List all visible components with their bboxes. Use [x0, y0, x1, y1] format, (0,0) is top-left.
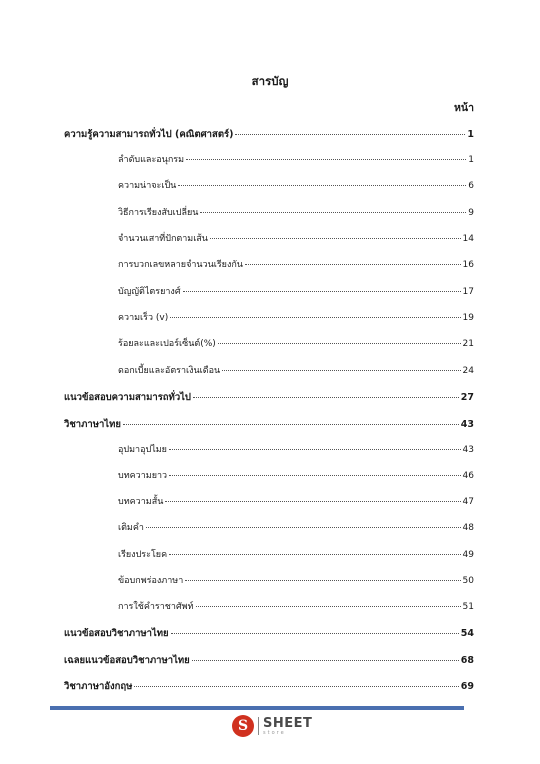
toc-dot-leader — [169, 553, 460, 555]
toc-subsection-row[interactable] — [118, 496, 474, 509]
toc-entry-label: ความรู้ความสามารถทั่วไป (คณิตศาสตร์) — [64, 129, 234, 140]
sheet-store-logo — [232, 715, 312, 737]
toc-subsection-row[interactable] — [118, 154, 474, 167]
toc-page-number: 17 — [462, 287, 474, 297]
toc-entry-label: อุปมาอุปไมย — [118, 445, 167, 455]
toc-dot-leader — [222, 369, 460, 371]
page-column-heading: หน้า — [454, 102, 474, 114]
toc-entry-label: ร้อยละและเปอร์เซ็นต์(%) — [118, 339, 216, 349]
toc-entry-label: บทความยาว — [118, 471, 168, 481]
toc-subsection-row[interactable] — [118, 470, 474, 483]
toc-subsection-row[interactable] — [118, 444, 474, 457]
toc-page-number: 14 — [462, 234, 474, 244]
toc-section-row[interactable] — [64, 654, 474, 667]
toc-entry-label: บทความสั้น — [118, 497, 164, 507]
toc-subsection-row[interactable] — [118, 575, 474, 588]
toc-subsection-row[interactable] — [118, 259, 474, 272]
toc-entry-label: เรียงประโยค — [118, 550, 168, 560]
toc-dot-leader — [210, 237, 461, 239]
toc-section-row[interactable] — [64, 391, 474, 404]
toc-section-row[interactable] — [64, 627, 474, 640]
toc-dot-leader — [183, 290, 461, 292]
toc-page-number: 49 — [462, 550, 474, 560]
toc-page-number: 27 — [460, 392, 474, 403]
toc-entry-label: การใช้คำราชาศัพท์ — [118, 602, 194, 612]
toc-entry-label: จำนวนเสาที่ปักตามเส้น — [118, 234, 208, 244]
toc-page-number: 1 — [467, 129, 474, 140]
toc-dot-leader — [196, 605, 461, 607]
logo-icon: S — [232, 715, 254, 737]
toc-dot-leader — [134, 685, 458, 687]
toc-dot-leader — [185, 579, 460, 581]
logo-separator — [258, 717, 259, 735]
toc-dot-leader — [178, 184, 466, 186]
toc-section-row[interactable] — [64, 128, 474, 141]
toc-dot-leader — [169, 474, 460, 476]
toc-entry-label: แนวข้อสอบความสามารถทั่วไป — [64, 392, 191, 403]
toc-dot-leader — [193, 396, 459, 398]
toc-page-number: 51 — [462, 602, 474, 612]
toc-dot-leader — [123, 423, 459, 425]
toc-section-row[interactable] — [64, 680, 474, 693]
toc-page-number: 24 — [462, 366, 474, 376]
toc-page-number: 9 — [468, 208, 474, 218]
toc-page-number: 21 — [462, 339, 474, 349]
toc-dot-leader — [186, 158, 466, 160]
toc-subsection-row[interactable] — [118, 338, 474, 351]
toc-subsection-row[interactable] — [118, 233, 474, 246]
toc-subsection-row[interactable] — [118, 312, 474, 325]
toc-entry-label: วิชาภาษาอังกฤษ — [64, 681, 133, 692]
toc-page-number: 69 — [460, 681, 474, 692]
toc-page-number: 47 — [462, 497, 474, 507]
toc-page-number: 43 — [462, 445, 474, 455]
toc-page-number: 6 — [468, 181, 474, 191]
toc-page-number: 19 — [462, 313, 474, 323]
toc-subsection-row[interactable] — [118, 286, 474, 299]
toc-subsection-row[interactable] — [118, 522, 474, 535]
toc-dot-leader — [170, 316, 460, 318]
toc-entry-label: บัญญัติไตรยางศ์ — [118, 287, 181, 297]
toc-dot-leader — [235, 133, 465, 135]
toc-page-number: 16 — [462, 260, 474, 270]
toc-entry-label: วิชาภาษาไทย — [64, 419, 121, 430]
toc-page-number: 1 — [468, 155, 474, 165]
toc-dot-leader — [245, 263, 461, 265]
logo-sub-text: store — [263, 729, 286, 736]
toc-section-row[interactable] — [64, 418, 474, 431]
toc-subsection-row[interactable] — [118, 549, 474, 562]
toc-dot-leader — [169, 448, 461, 450]
toc-subsection-row[interactable] — [118, 601, 474, 614]
logo-main-text: SHEET — [263, 715, 313, 731]
toc-page-number: 46 — [462, 471, 474, 481]
toc-entry-label: เฉลยแนวข้อสอบวิชาภาษาไทย — [64, 655, 190, 666]
toc-entry-label: วิธีการเรียงสับเปลี่ยน — [118, 208, 199, 218]
toc-subsection-row[interactable] — [118, 365, 474, 378]
toc-dot-leader — [200, 211, 466, 213]
toc-page-number: 54 — [460, 628, 474, 639]
toc-dot-leader — [171, 632, 459, 634]
toc-page-number: 50 — [462, 576, 474, 586]
toc-entry-label: ข้อบกพร่องภาษา — [118, 576, 184, 586]
toc-page-number: 68 — [460, 655, 474, 666]
toc-entry-label: ความน่าจะเป็น — [118, 181, 177, 191]
toc-dot-leader — [192, 659, 459, 661]
toc-dot-leader — [218, 342, 461, 344]
logo-wordmark — [263, 717, 312, 736]
toc-subsection-row[interactable] — [118, 180, 474, 193]
toc-dot-leader — [165, 500, 460, 502]
footer-divider — [50, 706, 464, 710]
toc-entry-label: ดอกเบี้ยและอัตราเงินเดือน — [118, 366, 221, 376]
toc-entry-label: เติมคำ — [118, 523, 144, 533]
toc-entry-label: ลำดับและอนุกรม — [118, 155, 185, 165]
toc-dot-leader — [146, 526, 461, 528]
toc-subsection-row[interactable] — [118, 207, 474, 220]
page-title: สารบัญ — [251, 74, 289, 88]
toc-page-number: 48 — [462, 523, 474, 533]
toc-entry-label: การบวกเลขหลายจำนวนเรียงกัน — [118, 260, 243, 270]
toc-entry-label: ความเร็ว (v) — [118, 313, 169, 323]
toc-page-number: 43 — [460, 419, 474, 430]
toc-entry-label: แนวข้อสอบวิชาภาษาไทย — [64, 628, 169, 639]
